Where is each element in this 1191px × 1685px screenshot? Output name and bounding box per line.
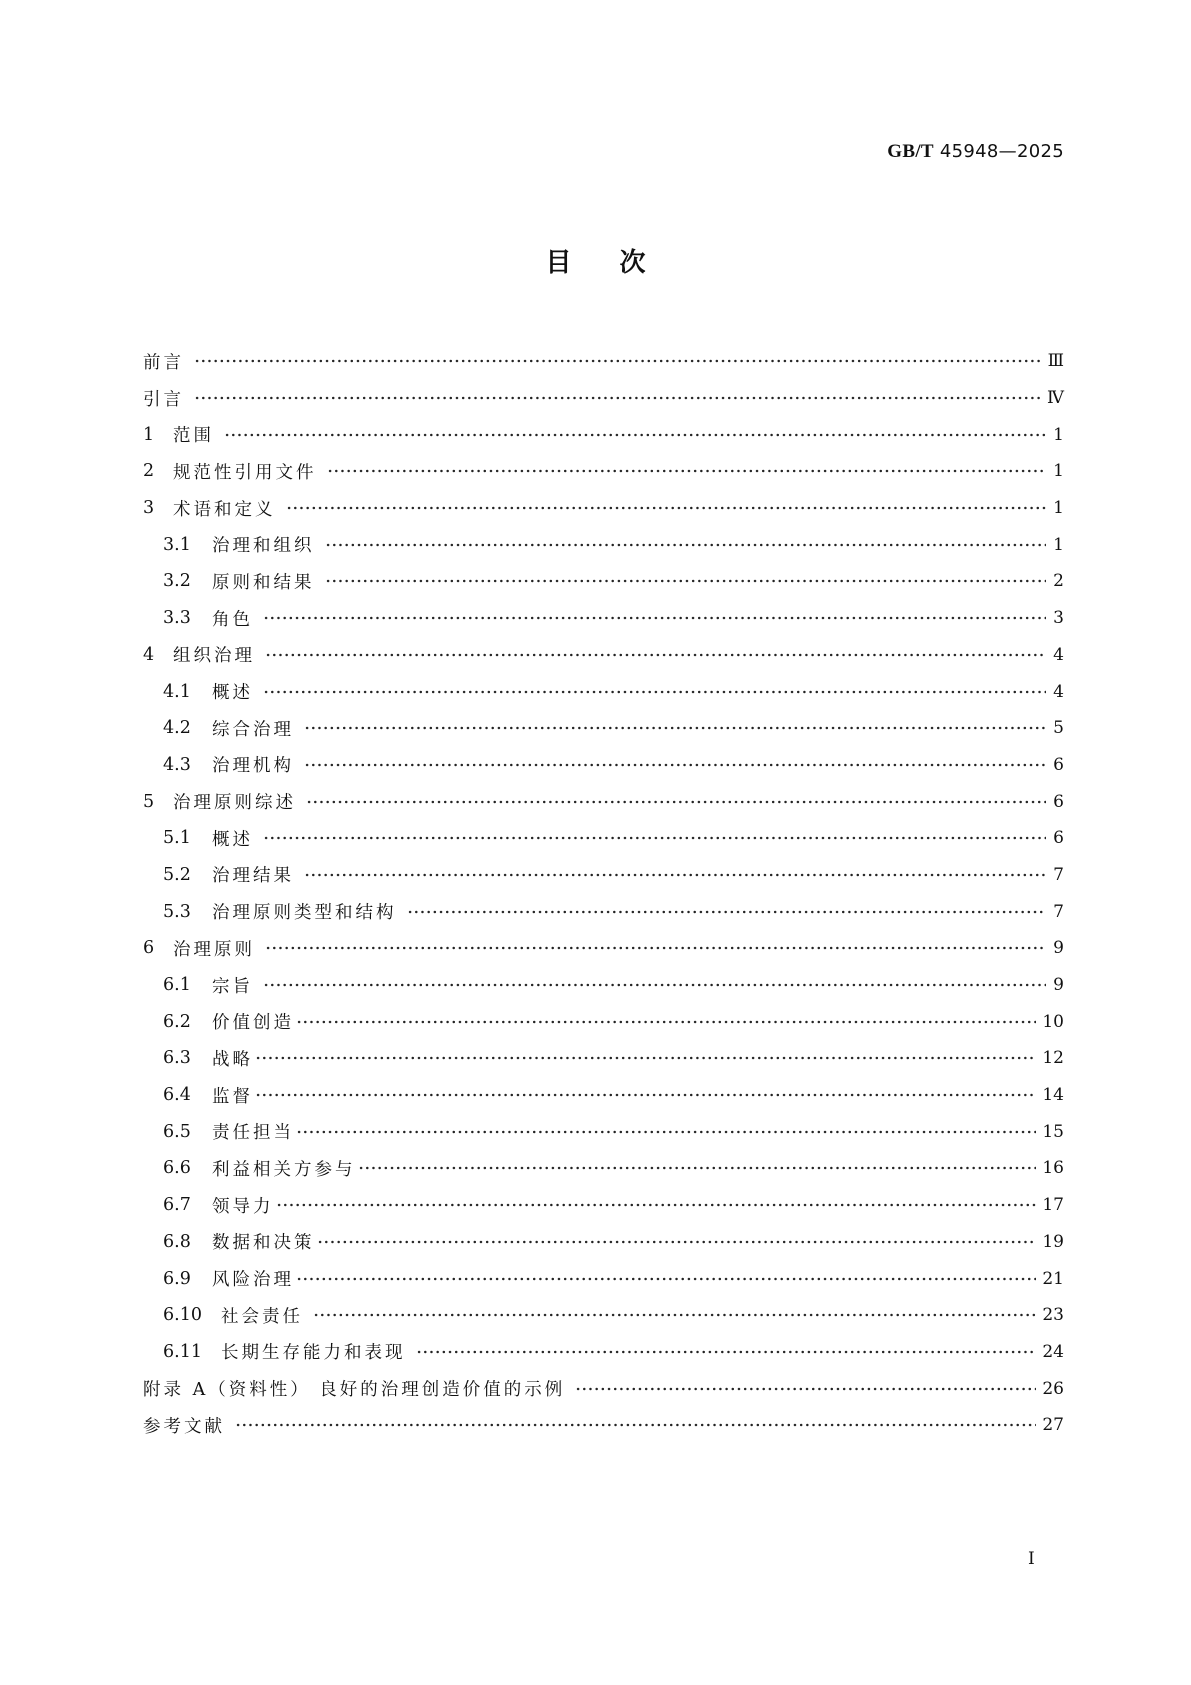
toc-entry-number: 6: [143, 938, 155, 959]
toc-entry-page: 19: [1042, 1231, 1064, 1252]
toc-entry-title: 宗旨: [212, 976, 253, 997]
page-number: I: [1028, 1549, 1035, 1569]
leader-dots: [304, 726, 1046, 730]
toc-entry[interactable]: [143, 1407, 1064, 1444]
toc-entry-page: 6: [1053, 828, 1064, 849]
toc-entry-number: 6.6: [163, 1158, 191, 1179]
toc-entry[interactable]: [143, 783, 1064, 820]
toc-entry-page: 10: [1042, 1011, 1064, 1032]
toc-entry-number: 2: [143, 461, 155, 482]
toc-entry[interactable]: [143, 1224, 1064, 1261]
toc-entry[interactable]: [143, 1003, 1064, 1040]
toc-entry-title: 治理和组织: [212, 536, 315, 557]
toc-entry-title: 原则和结果: [212, 572, 315, 593]
toc-entry-page: 2: [1053, 571, 1064, 592]
leader-dots: [286, 506, 1047, 510]
toc-entry-page: 5: [1053, 718, 1064, 739]
toc-entry-page: 24: [1042, 1341, 1064, 1362]
toc-entry-title: 组织治理: [173, 646, 255, 667]
leader-dots: [407, 910, 1047, 914]
page-title: 目次: [545, 248, 694, 278]
toc-entry[interactable]: [143, 1040, 1064, 1077]
toc-entry-number: 6.11: [163, 1341, 202, 1362]
toc-entry-number: 3.1: [163, 534, 191, 555]
leader-dots: [296, 1277, 1036, 1281]
leader-dots: [296, 1020, 1036, 1024]
toc-entry-page: 9: [1053, 938, 1064, 959]
leader-dots: [194, 359, 1042, 363]
toc-entry-number: 3.3: [163, 608, 191, 629]
leader-dots: [575, 1387, 1036, 1391]
toc-entry-number: 4.2: [163, 718, 191, 739]
toc-entry[interactable]: [143, 1297, 1064, 1334]
toc-entry-title: 范围: [173, 426, 214, 447]
toc-entry-page: 16: [1042, 1158, 1064, 1179]
toc-entry[interactable]: [143, 1150, 1064, 1187]
leader-dots: [416, 1350, 1037, 1354]
toc-entry-page: Ⅳ: [1047, 388, 1064, 409]
toc-entry-page: 7: [1053, 901, 1064, 922]
toc-entry-title: 数据和决策: [212, 1233, 315, 1254]
leader-dots: [263, 690, 1046, 694]
leader-dots: [194, 396, 1041, 400]
toc-entry-title: 前言: [143, 352, 184, 373]
toc-entry-page: 7: [1053, 864, 1064, 885]
leader-dots: [265, 653, 1046, 657]
toc-entry-title: 引言: [143, 389, 184, 410]
toc-entry-title: 综合治理: [212, 719, 294, 740]
toc-entry-number: 6.1: [163, 975, 191, 996]
toc-entry-number: 1: [143, 424, 155, 445]
leader-dots: [263, 983, 1046, 987]
toc-entry-title: 社会责任: [221, 1306, 303, 1327]
toc-entry[interactable]: [143, 637, 1064, 674]
toc-entry[interactable]: [143, 747, 1064, 784]
toc-entry-number: 5: [143, 791, 155, 812]
toc-entry-number: 6.4: [163, 1085, 191, 1106]
toc-entry-number: 6.5: [163, 1121, 191, 1142]
toc-entry-page: 26: [1042, 1378, 1064, 1399]
leader-dots: [255, 1093, 1036, 1097]
toc-entry[interactable]: [143, 1187, 1064, 1224]
toc-entry[interactable]: [143, 893, 1064, 930]
toc-entry-number: 6.9: [163, 1268, 191, 1289]
toc-entry-title: 责任担当: [212, 1123, 294, 1144]
toc-entry-number: 5.2: [163, 864, 191, 885]
toc-entry-number: 4.3: [163, 754, 191, 775]
table-of-contents: [143, 343, 1064, 1444]
toc-entry-number: 3: [143, 498, 155, 519]
toc-entry-page: 12: [1042, 1048, 1064, 1069]
toc-entry-page: Ⅲ: [1047, 351, 1064, 372]
toc-entry[interactable]: [143, 453, 1064, 490]
toc-entry-page: 15: [1042, 1121, 1064, 1142]
leader-dots: [327, 469, 1047, 473]
leader-dots: [304, 873, 1046, 877]
toc-entry-page: 23: [1042, 1305, 1064, 1326]
toc-entry-title: 附录 A（资料性） 良好的治理创造价值的示例: [143, 1380, 566, 1401]
toc-entry[interactable]: [143, 967, 1064, 1004]
toc-entry-title: 治理原则综述: [173, 793, 296, 814]
toc-entry[interactable]: [143, 1077, 1064, 1114]
leader-dots: [235, 1423, 1036, 1427]
toc-entry-number: 5.1: [163, 828, 191, 849]
toc-entry-page: 4: [1053, 644, 1064, 665]
toc-entry[interactable]: [143, 820, 1064, 857]
toc-entry-title: 领导力: [212, 1196, 274, 1217]
toc-entry-page: 6: [1053, 754, 1064, 775]
toc-entry-number: 6.2: [163, 1011, 191, 1032]
leader-dots: [325, 579, 1047, 583]
toc-entry-title: 利益相关方参与: [212, 1159, 356, 1180]
toc-entry[interactable]: [143, 1334, 1064, 1371]
leader-dots: [265, 946, 1046, 950]
toc-entry-page: 21: [1042, 1268, 1064, 1289]
toc-entry-page: 6: [1053, 791, 1064, 812]
toc-entry-page: 1: [1053, 534, 1064, 555]
leader-dots: [306, 800, 1046, 804]
toc-entry-title: 监督: [212, 1086, 253, 1107]
toc-entry-number: 6.10: [163, 1305, 202, 1326]
toc-entry-number: 6.7: [163, 1195, 191, 1216]
leader-dots: [313, 1313, 1036, 1317]
toc-entry[interactable]: [143, 710, 1064, 747]
toc-entry-title: 风险治理: [212, 1270, 294, 1291]
toc-entry-number: 4.1: [163, 681, 191, 702]
toc-entry-title: 规范性引用文件: [173, 462, 317, 483]
standard-prefix: GB/T: [887, 141, 934, 162]
toc-entry-title: 概述: [212, 683, 253, 704]
standard-code: 45948—2025: [939, 141, 1064, 162]
leader-dots: [263, 616, 1046, 620]
toc-entry[interactable]: [143, 416, 1064, 453]
toc-entry-page: 9: [1053, 975, 1064, 996]
toc-entry-title: 价值创造: [212, 1013, 294, 1034]
leader-dots: [317, 1240, 1037, 1244]
toc-entry-number: 4: [143, 644, 155, 665]
toc-entry-page: 1: [1053, 424, 1064, 445]
toc-entry-number: 3.2: [163, 571, 191, 592]
toc-entry-number: 6.8: [163, 1231, 191, 1252]
leader-dots: [304, 763, 1046, 767]
toc-entry[interactable]: [143, 343, 1064, 380]
leader-dots: [263, 836, 1046, 840]
toc-entry-title: 治理机构: [212, 756, 294, 777]
toc-entry[interactable]: [143, 563, 1064, 600]
toc-entry-title: 治理原则: [173, 939, 255, 960]
toc-entry[interactable]: [143, 380, 1064, 417]
toc-entry-page: 27: [1042, 1415, 1064, 1436]
leader-dots: [325, 543, 1047, 547]
leader-dots: [358, 1166, 1037, 1170]
toc-entry-number: 5.3: [163, 901, 191, 922]
toc-entry-number: 6.3: [163, 1048, 191, 1069]
toc-entry-page: 3: [1053, 608, 1064, 629]
toc-entry-title: 术语和定义: [173, 499, 276, 520]
toc-entry[interactable]: [143, 490, 1064, 527]
toc-entry[interactable]: [143, 526, 1064, 563]
toc-entry-title: 角色: [212, 609, 253, 630]
toc-entry[interactable]: [143, 857, 1064, 894]
toc-entry-title: 治理原则类型和结构: [212, 903, 397, 924]
toc-entry-title: 战略: [212, 1049, 253, 1070]
leader-dots: [276, 1203, 1037, 1207]
toc-entry-title: 治理结果: [212, 866, 294, 887]
toc-entry[interactable]: [143, 930, 1064, 967]
toc-entry-title: 概述: [212, 829, 253, 850]
leader-dots: [224, 433, 1046, 437]
leader-dots: [255, 1056, 1036, 1060]
toc-entry-page: 17: [1042, 1195, 1064, 1216]
toc-entry-title: 参考文献: [143, 1416, 225, 1437]
toc-entry-page: 4: [1053, 681, 1064, 702]
toc-entry-title: 长期生存能力和表现: [221, 1343, 406, 1364]
toc-entry-page: 14: [1042, 1085, 1064, 1106]
toc-entry-page: 1: [1053, 498, 1064, 519]
toc-entry[interactable]: [143, 673, 1064, 710]
toc-entry[interactable]: [143, 1370, 1064, 1407]
toc-entry[interactable]: [143, 600, 1064, 637]
standard-number: [887, 141, 1064, 163]
leader-dots: [296, 1130, 1036, 1134]
toc-entry[interactable]: [143, 1260, 1064, 1297]
toc-entry-page: 1: [1053, 461, 1064, 482]
toc-entry[interactable]: [143, 1113, 1064, 1150]
